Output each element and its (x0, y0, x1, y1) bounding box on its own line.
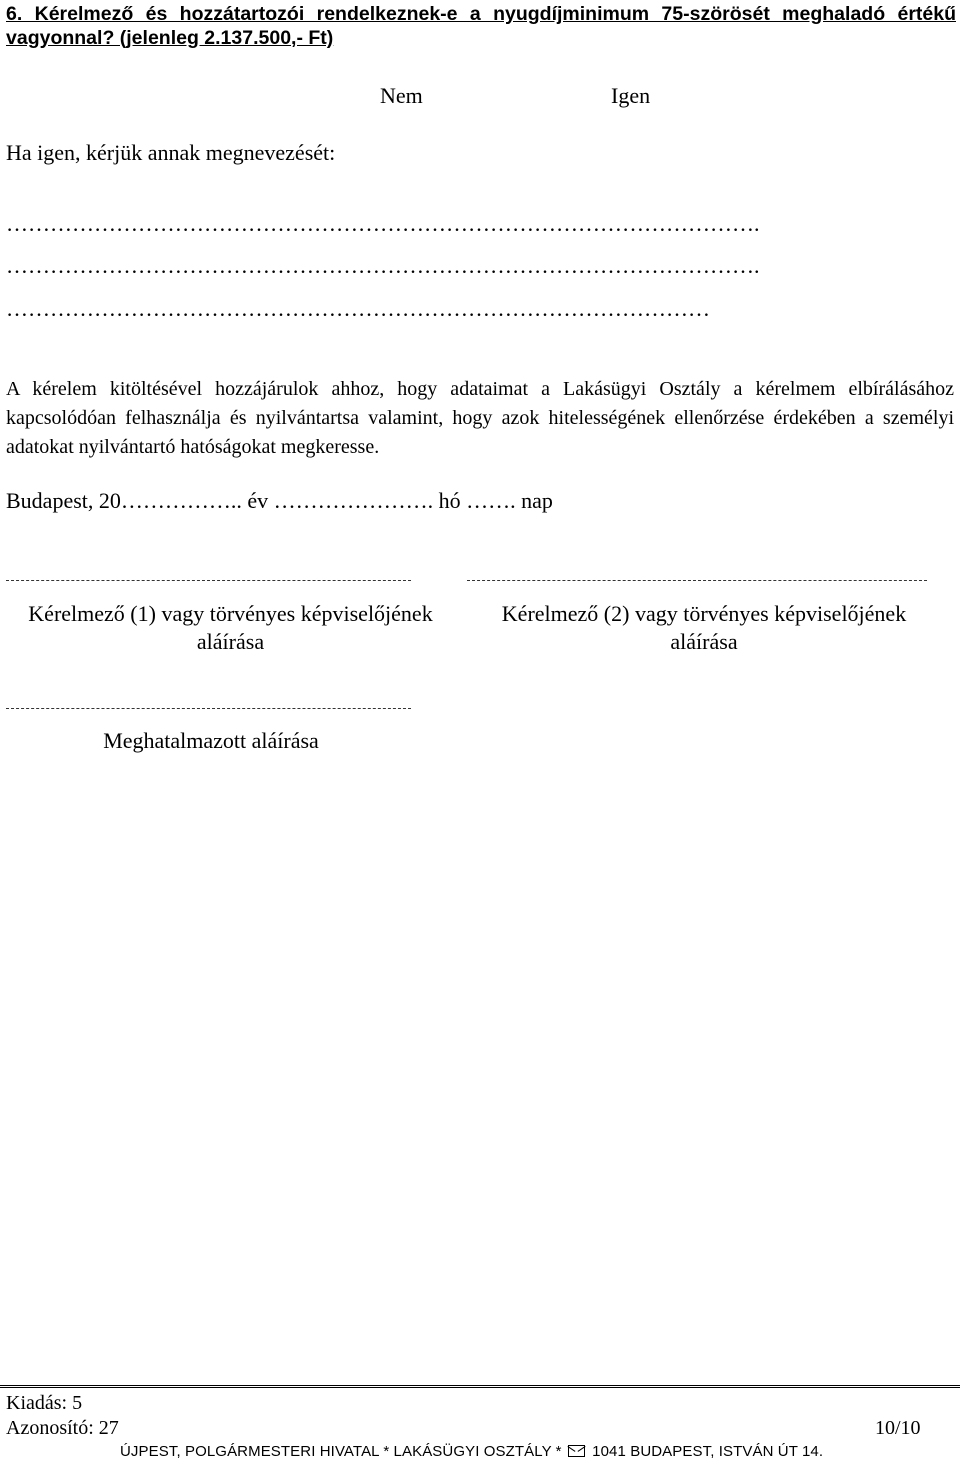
signature-label-applicant-1-line2: aláírása (196, 629, 265, 654)
signature-line-applicant-1[interactable] (6, 580, 411, 581)
signature-label-authorized: Meghatalmazott aláírása (103, 728, 319, 753)
footer-office-text: ÚJPEST, POLGÁRMESTERI HIVATAL * LAKÁSÜGYI OSZTÁLY * (120, 1443, 562, 1460)
footer-page-number: 10/10 (875, 1417, 921, 1439)
consent-paragraph: A kérelem kitöltésével hozzájárulok ahhoz, hogy adataimat a Lakásügyi Osztály a kérelmem elbírálásához kapcsolódóan felhasználja és nyilvántartsa valamint, hogy azok hitelességének ellenőrzése érdekében a személyi adatokat nyilvántartó hatóságokat megkeresse. (6, 378, 954, 458)
answer-line-1[interactable]: …………………………………………………………………………………………. (6, 212, 760, 236)
date-line[interactable]: Budapest, 20…………….. év …………………. hó ……. nap (6, 488, 553, 513)
signature-line-authorized[interactable] (6, 708, 411, 709)
footer-office-address (120, 1441, 823, 1463)
footer-address-text: 1041 BUDAPEST, ISTVÁN ÚT 14. (592, 1443, 824, 1460)
option-no: Nem (380, 83, 423, 108)
answer-line-2[interactable]: …………………………………………………………………………………………. (6, 254, 760, 278)
footer-identifier: Azonosító: 27 (6, 1417, 119, 1439)
if-yes-label: Ha igen, kérjük annak megnevezését: (6, 140, 336, 165)
option-yes: Igen (611, 83, 651, 108)
signature-label-applicant-1-line1: Kérelmező (1) vagy törvényes képviselőjének (28, 601, 433, 626)
signature-label-applicant-2-line2: aláírása (670, 629, 738, 654)
footer-edition: Kiadás: 5 (6, 1392, 83, 1414)
signature-label-applicant-1 (0, 600, 461, 656)
signature-label-applicant-2-line1: Kérelmező (2) vagy törvényes képviselőjének (501, 601, 907, 626)
section-heading: 6. Kérelmező és hozzátartozói rendelkeznek-e a nyugdíjminimum 75-szörösét meghaladó értékű vagyonnal? (jelenleg 2.137.500,- Ft) (6, 3, 956, 49)
envelope-icon (568, 1445, 585, 1457)
signature-label-applicant-2 (474, 600, 934, 656)
answer-line-3[interactable]: …………………………………………………………………………………… (6, 297, 710, 321)
signature-line-applicant-2[interactable] (467, 580, 927, 581)
footer-divider (0, 1385, 960, 1388)
